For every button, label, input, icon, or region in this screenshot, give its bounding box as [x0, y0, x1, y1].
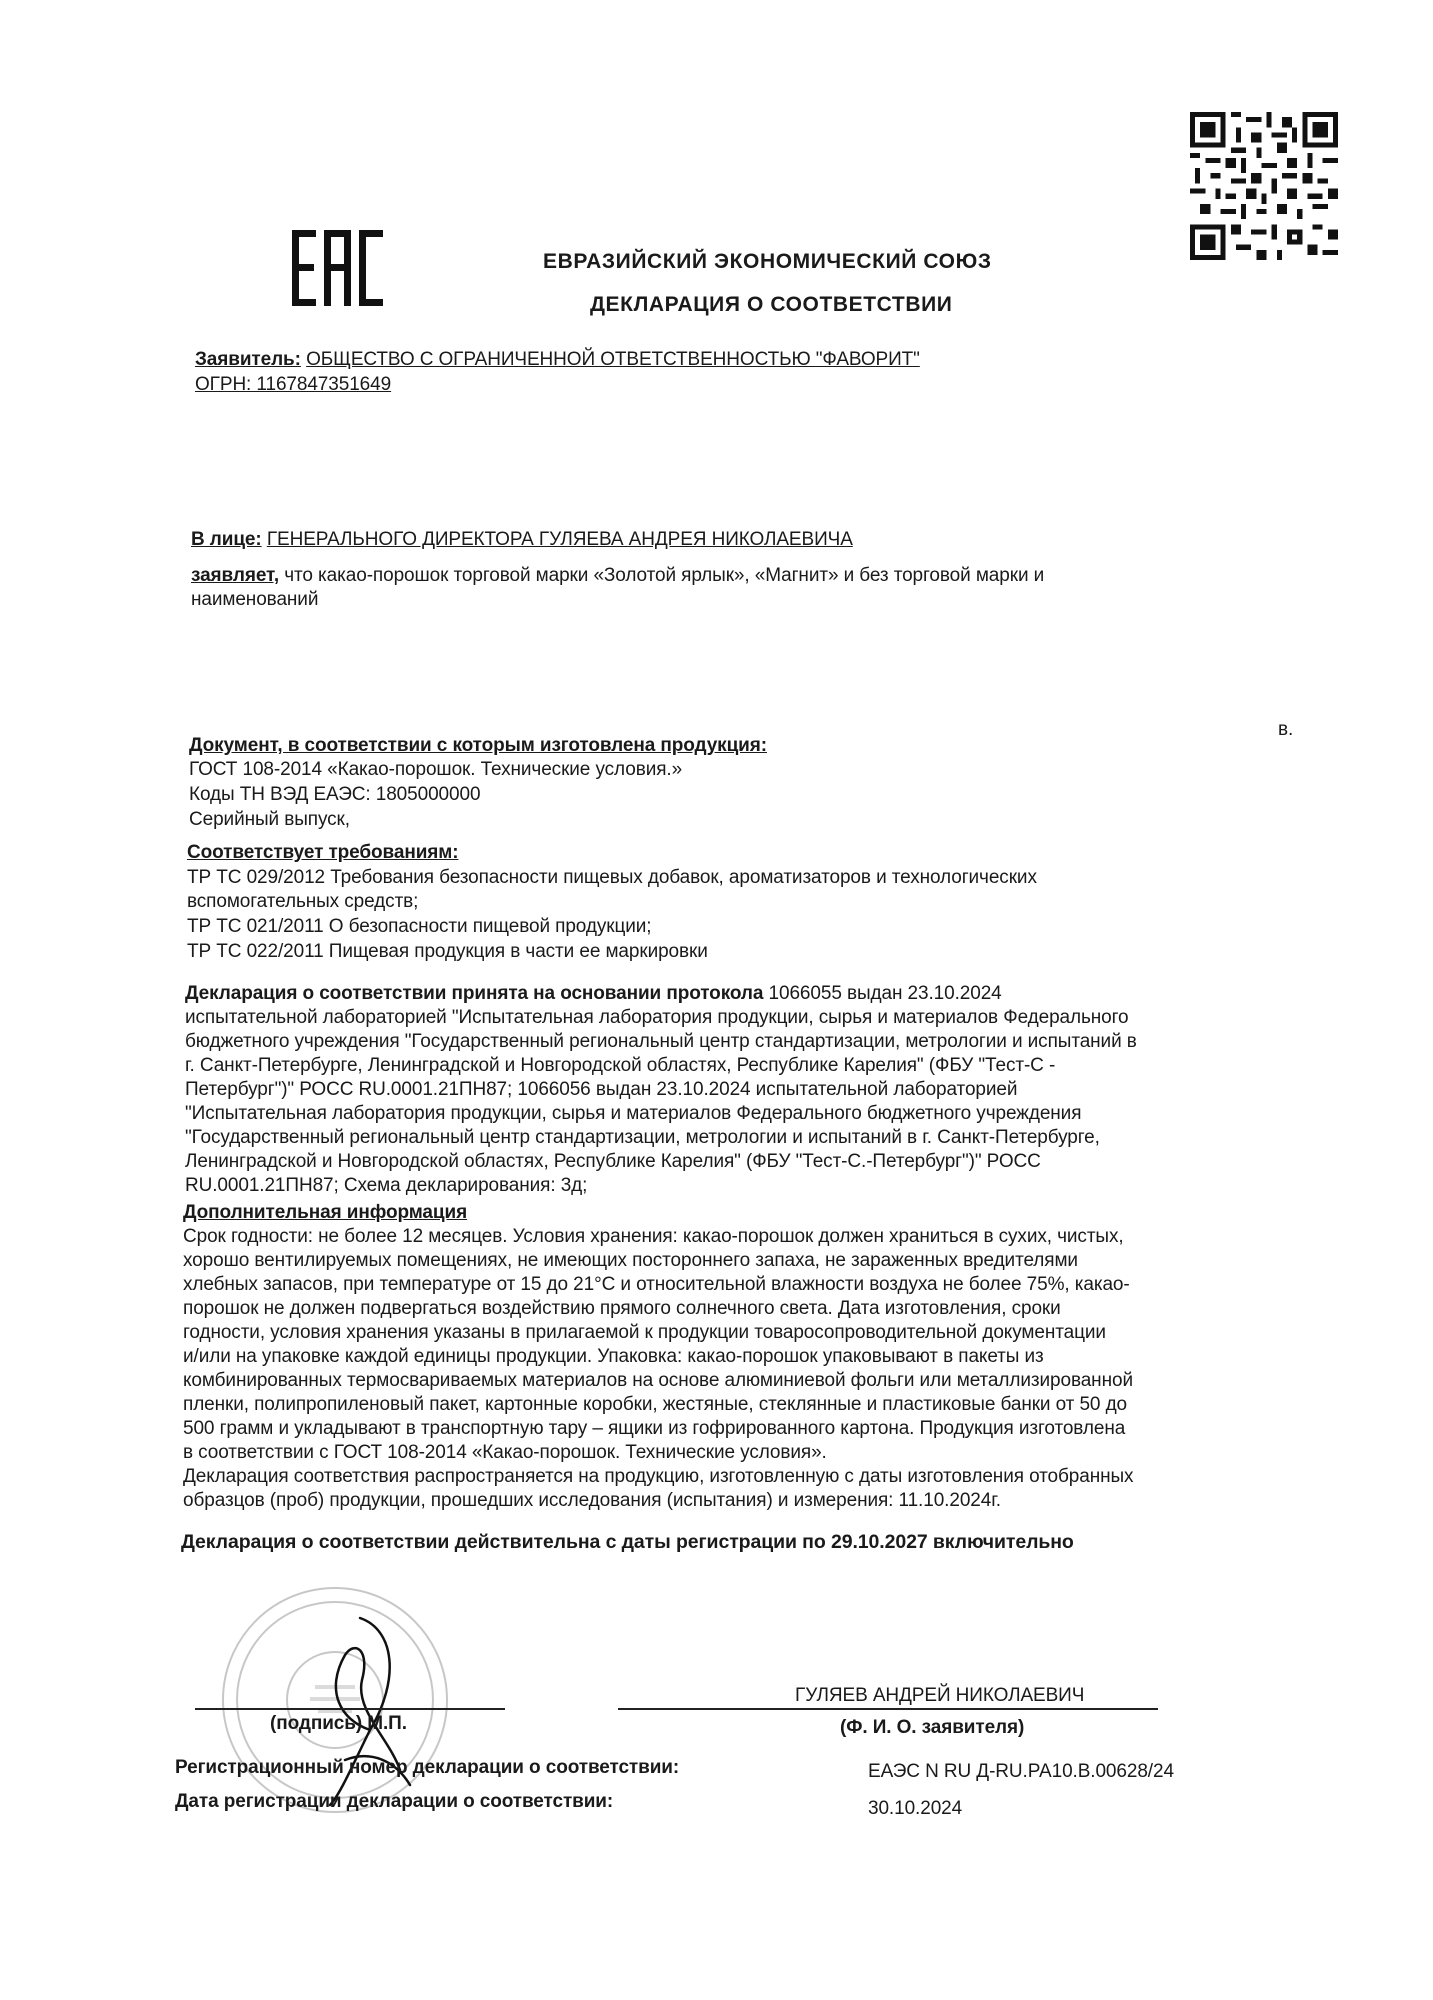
additional-line: пленки, полипропиленовый пакет, картонные коробки, жестяные, стеклянные и пластиковые банки от 50 до [183, 1394, 1128, 1415]
basis-line: бюджетного учреждения "Государственный региональный центр стандартизации, метрологии и испытаний в [185, 1031, 1137, 1052]
signer-label: (Ф. И. О. заявителя) [840, 1717, 1025, 1738]
document-title: ДЕКЛАРАЦИЯ О СООТВЕТСТВИИ [590, 293, 953, 316]
requirements-line: вспомогательных средств; [187, 891, 419, 912]
basis-line: испытательной лабораторией "Испытательная лаборатория продукции, сырья и материалов Федерального [185, 1007, 1129, 1028]
basis-line-1 [185, 982, 1002, 1006]
basis-line: "Государственный региональный центр стандартизации, метрологии и испытаний в г. Санкт-Петербурге, [185, 1127, 1100, 1148]
union-title: ЕВРАЗИЙСКИЙ ЭКОНОМИЧЕСКИЙ СОЮЗ [543, 250, 992, 273]
applicant-name: ОБЩЕСТВО С ОГРАНИЧЕННОЙ ОТВЕТСТВЕННОСТЬЮ "ФАВОРИТ" [306, 349, 920, 370]
applicant-line [195, 348, 920, 372]
basis-line: "Испытательная лаборатория продукции, сырья и материалов Федерального бюджетного учреждения [185, 1103, 1082, 1124]
production-doc-line: Коды ТН ВЭД ЕАЭС: 1805000000 [189, 784, 481, 805]
signature [300, 1610, 420, 1810]
production-doc-line: ГОСТ 108-2014 «Какао-порошок. Технические условия.» [189, 759, 683, 780]
additional-line: порошок не должен подвергаться воздействию прямого солнечного света. Дата изготовления, сроки [183, 1298, 1061, 1319]
basis-first-rest: 1066055 выдан 23.10.2024 [768, 983, 1002, 1004]
additional-line: хорошо вентилируемых помещениях, не имеющих постороннего запаха, не зараженных вредителями [183, 1250, 1078, 1271]
additional-line: комбинированных термосвариваемых материалов на основе алюминиевой фольги или металлизированной [183, 1370, 1133, 1391]
additional-line: 500 грамм и укладывают в транспортную тару – ящики из гофрированного картона. Продукция изготовлена [183, 1418, 1126, 1439]
registration-date-label: Дата регистрации декларации о соответствии: [175, 1791, 614, 1812]
signature-line [195, 1708, 505, 1710]
additional-line: годности, условия хранения указаны в прилагаемой к продукции товаросопроводительной документации [183, 1322, 1106, 1343]
declares-text-1: что какао-порошок торговой марки «Золотой ярлык», «Магнит» и без торговой марки и [284, 565, 1045, 586]
declares-line-2: наименований [191, 589, 319, 610]
validity-statement: Декларация о соответствии действительна с даты регистрации по 29.10.2027 включительно [181, 1531, 1074, 1553]
representative-name: ГЕНЕРАЛЬНОГО ДИРЕКТОРА ГУЛЯЕВА АНДРЕЯ НИКОЛАЕВИЧА [266, 529, 853, 550]
additional-line: Срок годности: не более 12 месяцев. Условия хранения: какао-порошок должен храниться в сухих, чистых, [183, 1226, 1124, 1247]
eac-logo [290, 228, 385, 308]
declares-label: заявляет, [191, 565, 280, 586]
name-line [618, 1708, 1158, 1710]
requirements-line: ТР ТС 022/2011 Пищевая продукция в части ее маркировки [187, 941, 708, 962]
basis-line: Ленинградской и Новгородской областях, Республике Карелия" (ФБУ "Тест-С.-Петербург")" РОСС [185, 1151, 1041, 1172]
registration-number: ЕАЭС N RU Д-RU.РА10.В.00628/24 [868, 1761, 1174, 1782]
requirements-line: ТР ТС 029/2012 Требования безопасности пищевых добавок, ароматизаторов и технологических [187, 867, 1037, 888]
basis-line: RU.0001.21ПН87; Схема декларирования: 3д; [185, 1175, 588, 1196]
requirements-line: ТР ТС 021/2011 О безопасности пищевой продукции; [187, 916, 652, 937]
additional-line: в соответствии с ГОСТ 108-2014 «Какао-порошок. Технические условия». [183, 1442, 827, 1463]
additional-line: и/или на упаковке каждой единицы продукции. Упаковка: какао-порошок упаковывают в пакеты из [183, 1346, 1044, 1367]
qr-code [1190, 112, 1338, 260]
requirements-label: Соответствует требованиям: [187, 842, 459, 863]
signer-name: ГУЛЯЕВ АНДРЕЙ НИКОЛАЕВИЧ [795, 1685, 1085, 1706]
production-doc-label: Документ, в соответствии с которым изготовлена продукция: [189, 735, 767, 756]
additional-label: Дополнительная информация [183, 1202, 468, 1223]
additional-line: образцов (проб) продукции, прошедших исследования (испытания) и измерения: 11.10.2024г. [183, 1490, 1001, 1511]
sign-label: (подпись) М.П. [270, 1713, 407, 1734]
additional-line: хлебных запасов, при температуре от 15 до 21°С и относительной влажности воздуха не более 75%, какао- [183, 1274, 1130, 1295]
basis-label: Декларация о соответствии принята на основании протокола [185, 983, 764, 1004]
margin-note: в. [1278, 719, 1294, 740]
basis-line: Петербург")" РОСС RU.0001.21ПН87; 1066056 выдан 23.10.2024 испытательной лабораторией [185, 1079, 1018, 1100]
representative-label: В лице: [191, 529, 262, 550]
representative-line [191, 528, 853, 552]
declares-line-1 [191, 564, 1044, 588]
applicant-label: Заявитель: [195, 349, 301, 370]
registration-number-label: Регистрационный номер декларации о соответствии: [175, 1757, 680, 1778]
registration-date: 30.10.2024 [868, 1798, 963, 1819]
basis-line: г. Санкт-Петербурге, Ленинградской и Новгородской областях, Республике Карелия" (ФБУ "Тест-С - [185, 1055, 1056, 1076]
ogrn: ОГРН: 1167847351649 [195, 374, 392, 395]
production-doc-line: Серийный выпуск, [189, 809, 350, 830]
additional-line: Декларация соответствия распространяется на продукцию, изготовленную с даты изготовления отобранных [183, 1466, 1134, 1487]
